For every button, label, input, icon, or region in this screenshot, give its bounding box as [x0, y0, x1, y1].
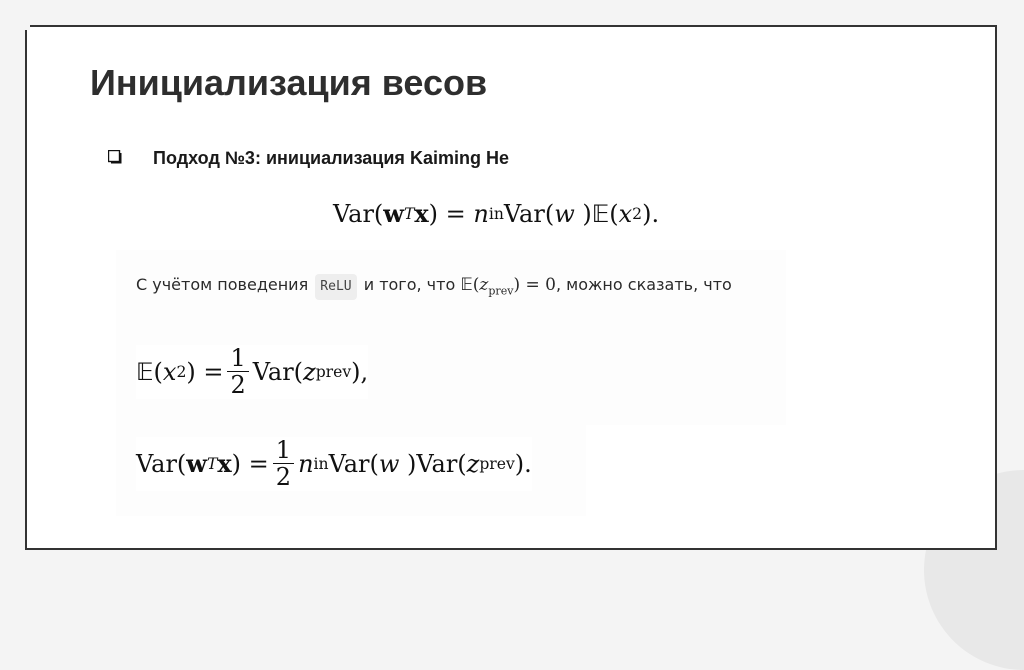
checkbox-bullet-icon	[108, 150, 122, 164]
slide-title: Инициализация весов	[90, 62, 488, 103]
bullet-text: Подход №3: инициализация Kaiming He	[153, 148, 509, 168]
frame-corner-gap	[0, 0, 30, 30]
formula-kaiming: Var( w T x ) = $\frac{1}{2}$ n in Var( w )Var( z prev ).	[136, 436, 532, 492]
prose-math: $𝔼(z_{prev}) = 0$	[460, 275, 556, 298]
relu-code-chip: ReLU	[315, 274, 356, 300]
formula-variance: Var( w T x ) = n in Var( w ) 𝔼 ( x 2 ).	[325, 182, 695, 246]
prose-before-chip: С учётом поведения	[136, 275, 309, 294]
prose-after: , можно сказать, что	[555, 275, 732, 294]
prose-line	[136, 273, 732, 303]
formula-expectation: 𝔼 ( x 2 ) = $\frac{1}{2}$ Var( z prev ),	[136, 344, 369, 400]
prose-middle: и того, что	[363, 275, 456, 294]
